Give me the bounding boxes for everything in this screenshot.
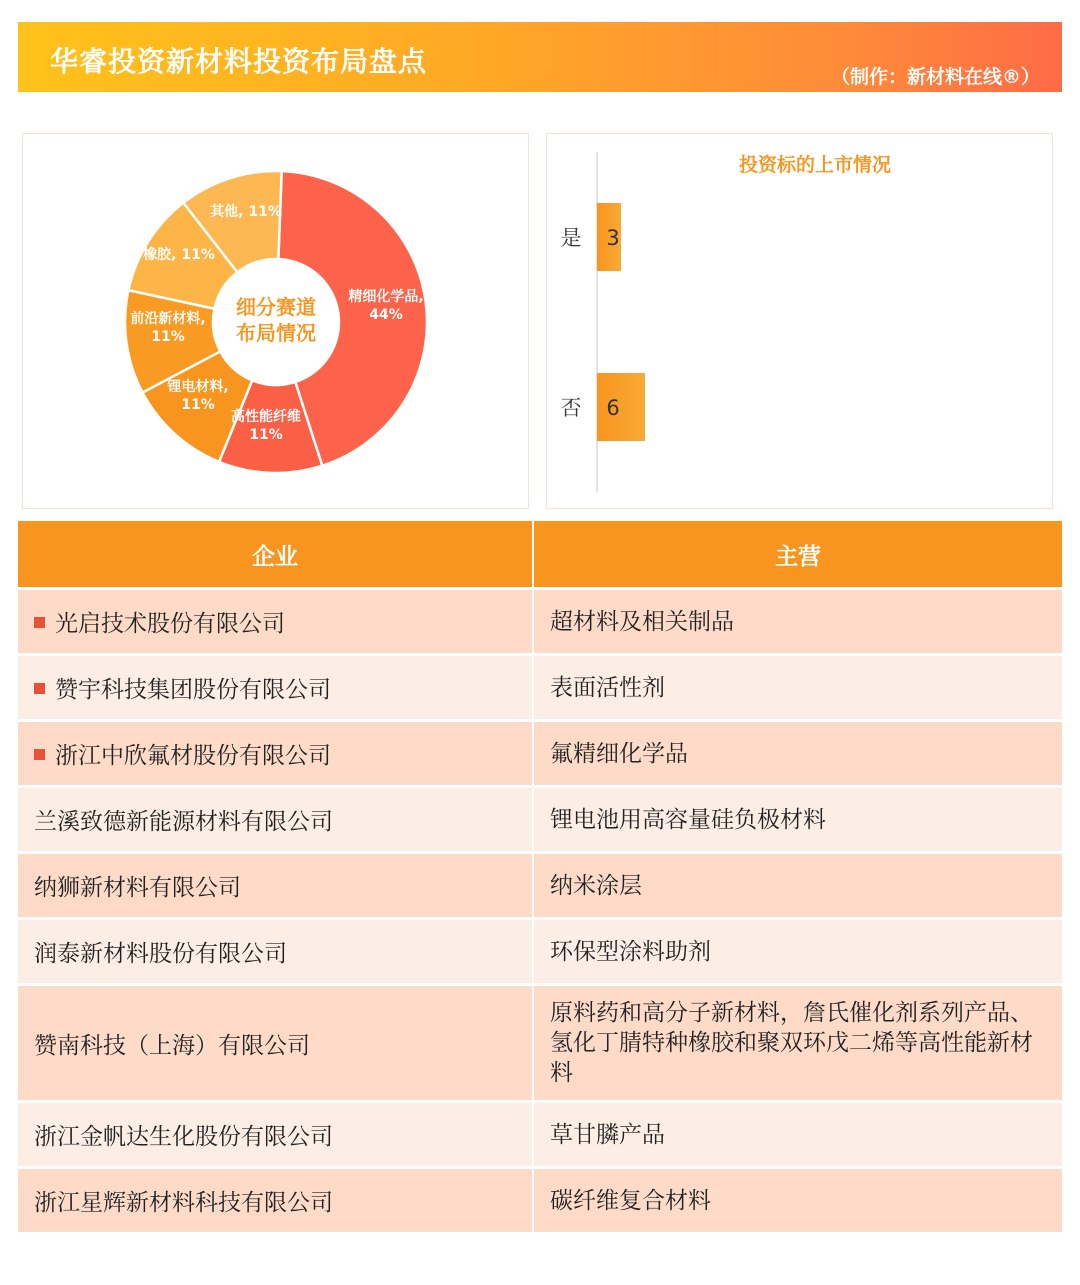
table-row [18, 785, 1062, 851]
header-company: 企业 [18, 521, 534, 587]
pie-slice-label: 其他, 11% [210, 204, 282, 220]
pie-slice-label: 高性能纤维 11% [231, 409, 301, 443]
company-table [18, 521, 1062, 1232]
page-title: 华睿投资新材料投资布局盘点 [50, 45, 428, 78]
bar-chart-title: 投资标的上市情况 [738, 154, 892, 176]
company-cell [18, 920, 534, 983]
pie-slice-label: 精细化学品, 44% [348, 289, 424, 323]
company-name: 赞南科技（上海）有限公司 [34, 1032, 310, 1059]
business-cell [534, 854, 1062, 917]
company-name: 浙江金帆达生化股份有限公司 [34, 1124, 333, 1150]
category-label: 是 [560, 226, 582, 250]
pie-slice-label: 前沿新材料, 11% [130, 311, 206, 345]
header-business: 主营 [775, 543, 821, 570]
business-cell [534, 920, 1062, 983]
company-name: 赞宇科技集团股份有限公司 [55, 677, 331, 703]
bar-chart [547, 134, 1054, 510]
company-cell [18, 722, 534, 785]
business-cell [534, 1103, 1062, 1166]
company-cell [18, 656, 534, 719]
business-cell [534, 986, 1062, 1100]
bar-value-label: 3 [606, 226, 620, 250]
company-name: 浙江星辉新材料科技有限公司 [34, 1190, 333, 1216]
business-cell [534, 590, 1062, 653]
company-cell [18, 854, 534, 917]
donut-chart [23, 134, 530, 510]
company-name: 润泰新材料股份有限公司 [34, 941, 287, 967]
bar [597, 373, 645, 441]
table-row [18, 719, 1062, 785]
business-text: 碳纤维复合材料 [550, 1187, 711, 1214]
business-text: 超材料及相关制品 [550, 608, 734, 635]
table-row [18, 587, 1062, 653]
company-name: 光启技术股份有限公司 [55, 611, 285, 637]
table-header [18, 521, 1062, 587]
business-cell [534, 722, 1062, 785]
bar-value-label: 6 [606, 396, 620, 420]
business-cell [534, 1169, 1062, 1232]
table-row [18, 1166, 1062, 1232]
business-text: 表面活性剂 [550, 674, 665, 701]
company-name: 兰溪致德新能源材料有限公司 [34, 809, 333, 835]
table-row [18, 983, 1062, 1100]
credit-note: （制作：新材料在线®） [830, 66, 1040, 88]
business-cell [534, 656, 1062, 719]
donut-center-label: 细分赛道布局情况 [236, 295, 316, 345]
business-text: 氟精细化学品 [550, 740, 688, 767]
listed-marker-icon [34, 617, 45, 628]
listed-marker-icon [34, 683, 45, 694]
business-text: 草甘膦产品 [550, 1121, 665, 1148]
title-banner [18, 22, 1062, 92]
table-row [18, 851, 1062, 917]
company-name: 浙江中欣氟材股份有限公司 [55, 743, 331, 769]
bar-chart-panel [546, 133, 1053, 509]
business-text: 原料药和高分子新材料，詹氏催化剂系列产品、氢化丁腈特种橡胶和聚双环戊二烯等高性能新材料 [550, 1000, 1033, 1086]
business-text: 纳米涂层 [550, 872, 642, 899]
pie-slice-label: 橡胶, 11% [143, 247, 215, 263]
table-row [18, 1100, 1062, 1166]
table-row [18, 917, 1062, 983]
business-text: 环保型涂料助剂 [550, 938, 711, 965]
donut-chart-panel [22, 133, 529, 509]
company-cell [18, 590, 534, 653]
table-row [18, 653, 1062, 719]
business-text: 锂电池用高容量硅负极材料 [550, 806, 826, 833]
company-cell [18, 1169, 534, 1232]
table-body [18, 587, 1062, 1232]
company-cell [18, 788, 534, 851]
pie-slice-label: 锂电材料, 11% [167, 379, 229, 413]
listed-marker-icon [34, 749, 45, 760]
company-cell [18, 986, 534, 1100]
company-name: 纳狮新材料有限公司 [34, 875, 241, 901]
company-cell [18, 1103, 534, 1166]
category-label: 否 [560, 396, 582, 420]
business-cell [534, 788, 1062, 851]
